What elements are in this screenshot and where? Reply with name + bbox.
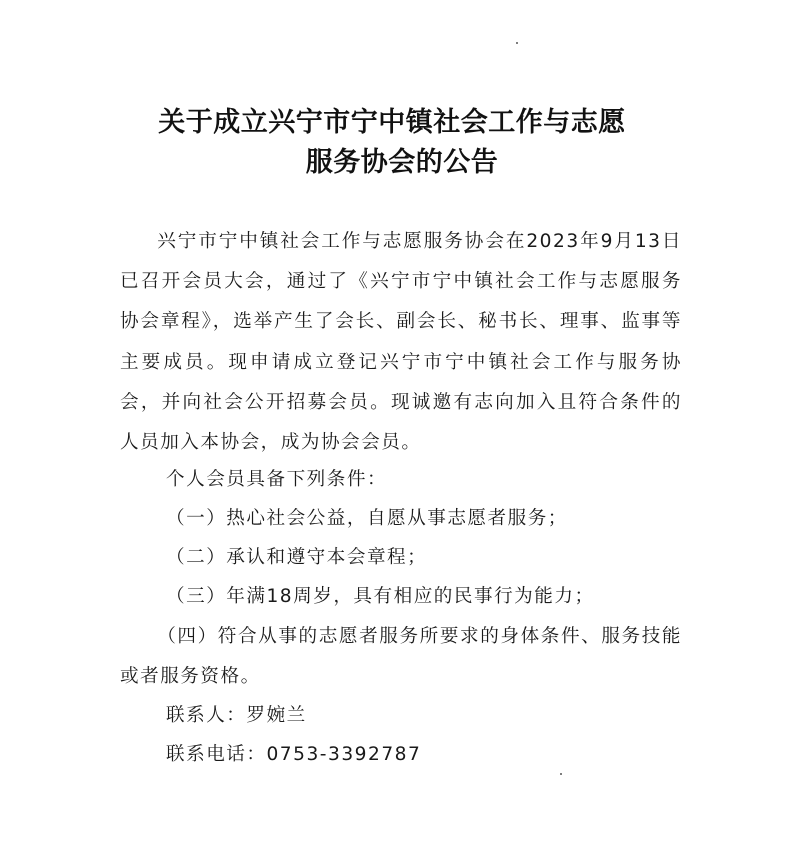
document-title-line-1: 关于成立兴宁市宁中镇社会工作与志愿: [158, 107, 626, 138]
condition-item-1: （一）热心社会公益，自愿从事志愿者服务；: [166, 508, 568, 529]
contact-person: 联系人：罗婉兰: [166, 705, 307, 726]
scan-speck: [560, 773, 562, 775]
document-title-line-2: 服务协会的公告: [305, 147, 499, 178]
conditions-heading: 个人会员具备下列条件：: [166, 469, 388, 490]
intro-paragraph: 兴宁市宁中镇社会工作与志愿服务协会在2023年9月13日已召开会员大会，通过了《兴宁市宁中镇社会工作与志愿服务协会章程》，选举产生了会长、副会长、秘书长、理事、监事等主要成员。现申请成立登记兴宁市宁中镇社会工作与服务协会，并向社会公开招募会员。现诚邀有志向加入且符合条件的人员加入本协会，成为协会会员。: [120, 231, 682, 454]
condition-item-3: （三）年满18周岁，具有相应的民事行为能力；: [166, 586, 595, 607]
contact-phone: 联系电话：0753-3392787: [166, 744, 422, 765]
scan-speck: [516, 42, 518, 44]
condition-item-2: （二）承认和遵守本会章程；: [166, 547, 428, 568]
condition-item-4: （四）符合从事的志愿者服务所要求的身体条件、服务技能或者服务资格。: [120, 626, 682, 688]
